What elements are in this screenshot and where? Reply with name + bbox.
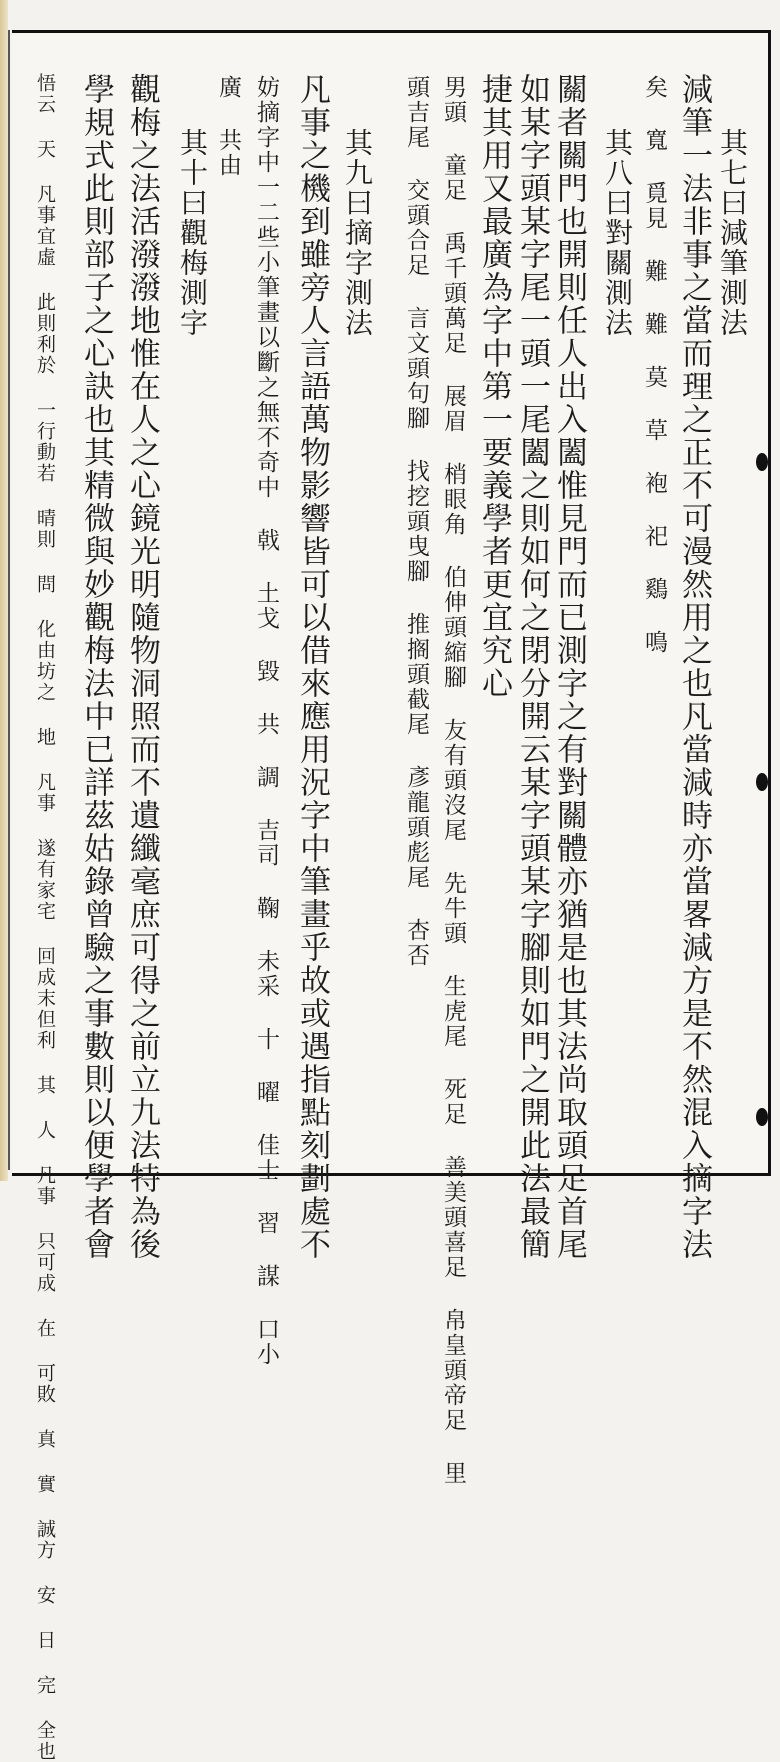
example-column: 男頭 童足 禹千頭萬足 展眉 梢眼角 伯伸頭縮腳 友有頭沒尾 先牛頭 生虎尾 死足 善美頭喜足 帛皇頭帝足 里 (440, 75, 466, 1486)
text-column: 凡事之機到雖旁人言語萬物影響皆可以借來應用況字中筆畫乎故或遇指點刻劃處不 (294, 73, 330, 1261)
heading-section-10: 其十曰觀梅測字 (176, 128, 209, 338)
text-column: 學規式此則部子之心訣也其精微與妙觀梅法中已詳茲姑錄曾驗之事數則以便學者會 (78, 73, 114, 1261)
example-column: 矣 寬 覓見 難 難 莫 草 袍 祀 鷄 鳴 (641, 75, 667, 655)
heading-section-9: 其九曰摘字測法 (341, 128, 374, 338)
text-column: 關者關門也開則任人出入闔惟見門而已測字之有對關體亦猶是也其法尚取頭足首尾 (551, 73, 587, 1261)
page-border-left (8, 30, 10, 1170)
scan-edge (0, 0, 8, 1181)
binding-hole (756, 453, 768, 471)
text-column: 觀梅之法活潑潑地惟在人之心鏡光明隨物洞照而不遺纖毫庶可得之前立九法特為後 (124, 73, 160, 1261)
example-column: 頭吉尾 交頭合足 言文頭句腳 找挖頭曳腳 推搁頭截尾 彥龍頭彪尾 杏否 (403, 75, 429, 968)
binding-hole (756, 1108, 768, 1126)
binding-hole (756, 773, 768, 791)
text-column: 減筆一法非事之當而理之正不可漫然用之也凡當減時亦當畧減方是不然混入摘字法 (676, 73, 712, 1261)
example-column: 廣 共由 (215, 75, 241, 178)
example-column: 悟云 天 凡事宜虛 此則利於 一行動若 晴則 問 化由坊之 地 凡事 遂有家宅 回成末但利 其 人 凡事 只可成 在 可敗 真 實 誠方 安 日 完 全也 (34, 73, 56, 1762)
heading-section-7: 其七曰減筆測法 (716, 128, 749, 338)
example-column: 妨摘字中一二些小筆畫以斷之無不奇中 戟 土戈 毀 共 調 吉司 鞠 未采 十 曜 佳士 習 謀 口小 (253, 75, 279, 1367)
heading-section-8: 其八曰對關測法 (601, 128, 634, 338)
text-column: 如某字頭某字尾一頭一尾闔之則如何之閉分開云某字頭某字腳則如門之開此法最簡 (514, 73, 550, 1261)
page-frame (12, 30, 771, 1762)
text-column: 捷其用又最廣為字中第一要義學者更宜究心 (476, 73, 512, 700)
